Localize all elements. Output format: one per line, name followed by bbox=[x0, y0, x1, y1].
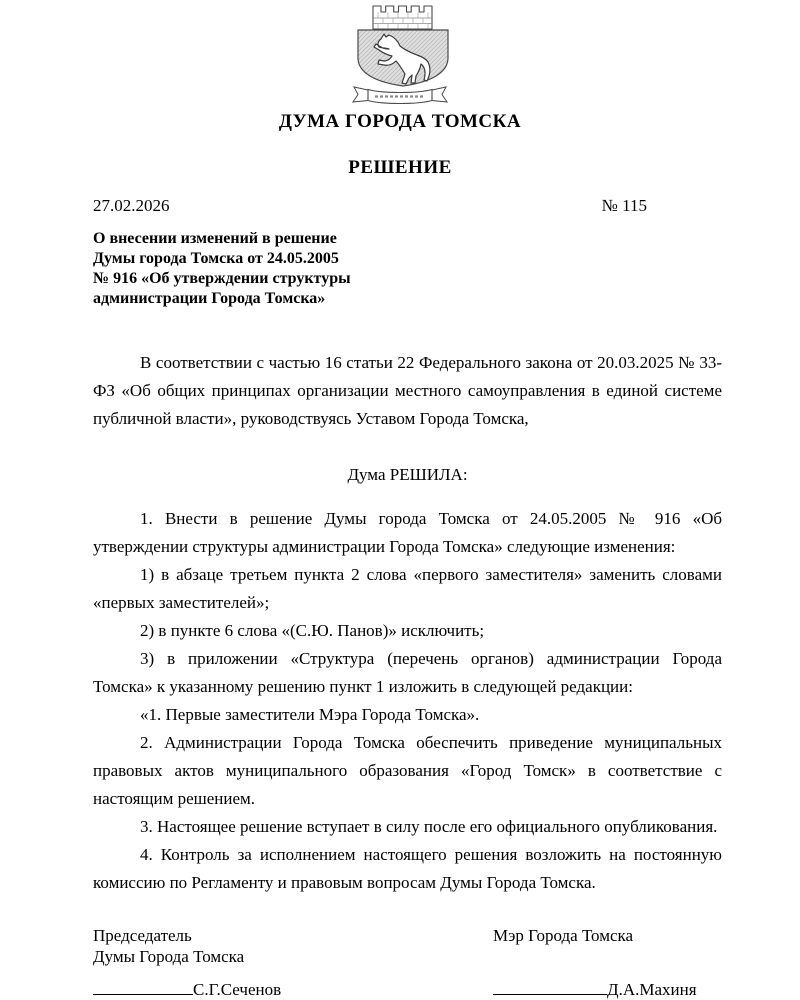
signer-name: Д.А.Махиня bbox=[607, 980, 697, 999]
coat-of-arms-graphic bbox=[348, 2, 452, 106]
body-paragraph: 3. Настоящее решение вступает в силу после его официального опубликования. bbox=[140, 817, 718, 836]
document-date: 27.02.2026 bbox=[93, 196, 170, 215]
resolved-heading: Дума РЕШИЛА: bbox=[347, 465, 468, 484]
signature-line bbox=[493, 979, 607, 995]
ribbon-scroll-icon bbox=[353, 87, 447, 104]
resolution-paragraphs bbox=[93, 505, 722, 897]
mural-crown-icon bbox=[373, 6, 432, 29]
body-paragraph: 3) в приложении «Структура (перечень органов) администрации Города Томска» к указанному решению пункт 1 изложить в следующей редакции: bbox=[93, 649, 722, 696]
title-line: О внесении изменений в решение bbox=[93, 230, 337, 247]
body-paragraph: 1. Внести в решение Думы города Томска от 24.05.2005 № 916 «Об утверждении структуры администрации Города Томска» следующие изменения: bbox=[93, 509, 722, 556]
signature-right bbox=[493, 979, 722, 1000]
organization-name: ДУМА ГОРОДА ТОМСКА bbox=[278, 111, 522, 132]
signature-line bbox=[93, 979, 193, 995]
signature-title-line: Председатель bbox=[93, 926, 192, 945]
title-line: Думы города Томска от 24.05.2005 bbox=[93, 250, 339, 267]
signature-title-left bbox=[93, 925, 493, 967]
signature-title-right bbox=[493, 925, 722, 967]
document-title bbox=[93, 229, 722, 309]
signer-name: С.Г.Сеченов bbox=[193, 980, 282, 999]
document-number: № 115 bbox=[601, 196, 647, 215]
body-paragraph: 1) в абзаце третьем пункта 2 слова «первого заместителя» заменить словами «первых заместителей»; bbox=[93, 565, 722, 612]
preamble-paragraph: В соответствии с частью 16 статьи 22 Федерального закона от 20.03.2025 № 33-ФЗ «Об общих принципах организации местного самоуправления в единой системе публичной власти», руководствуясь Уставом Города Томска, bbox=[93, 353, 722, 428]
body-paragraph: «1. Первые заместители Мэра Города Томска». bbox=[140, 705, 480, 724]
document-page bbox=[0, 2, 800, 999]
title-line: администрации Города Томска» bbox=[93, 290, 326, 307]
body-paragraph: 2) в пункте 6 слова «(С.Ю. Панов)» исключить; bbox=[140, 621, 485, 640]
document-meta-row bbox=[93, 195, 722, 217]
signature-left bbox=[93, 979, 493, 1000]
tomsk-coat-of-arms bbox=[348, 2, 452, 106]
document-body bbox=[93, 349, 722, 897]
body-paragraph: 2. Администрации Города Томска обеспечить приведение муниципальных правовых актов муниципального образования «Город Томск» в соответствие с настоящим решением. bbox=[93, 733, 722, 808]
signature-names-row bbox=[93, 979, 722, 1000]
signature-title-line: Думы Города Томска bbox=[93, 947, 245, 966]
title-line: № 916 «Об утверждении структуры bbox=[93, 270, 351, 287]
body-paragraph: 4. Контроль за исполнением настоящего решения возложить на постоянную комиссию по Регламенту и правовым вопросам Думы Города Томска. bbox=[93, 845, 722, 892]
signature-title-line: Мэр Города Томска bbox=[493, 926, 634, 945]
signature-titles-row bbox=[93, 925, 722, 967]
document-type-heading: РЕШЕНИЕ bbox=[348, 157, 452, 178]
